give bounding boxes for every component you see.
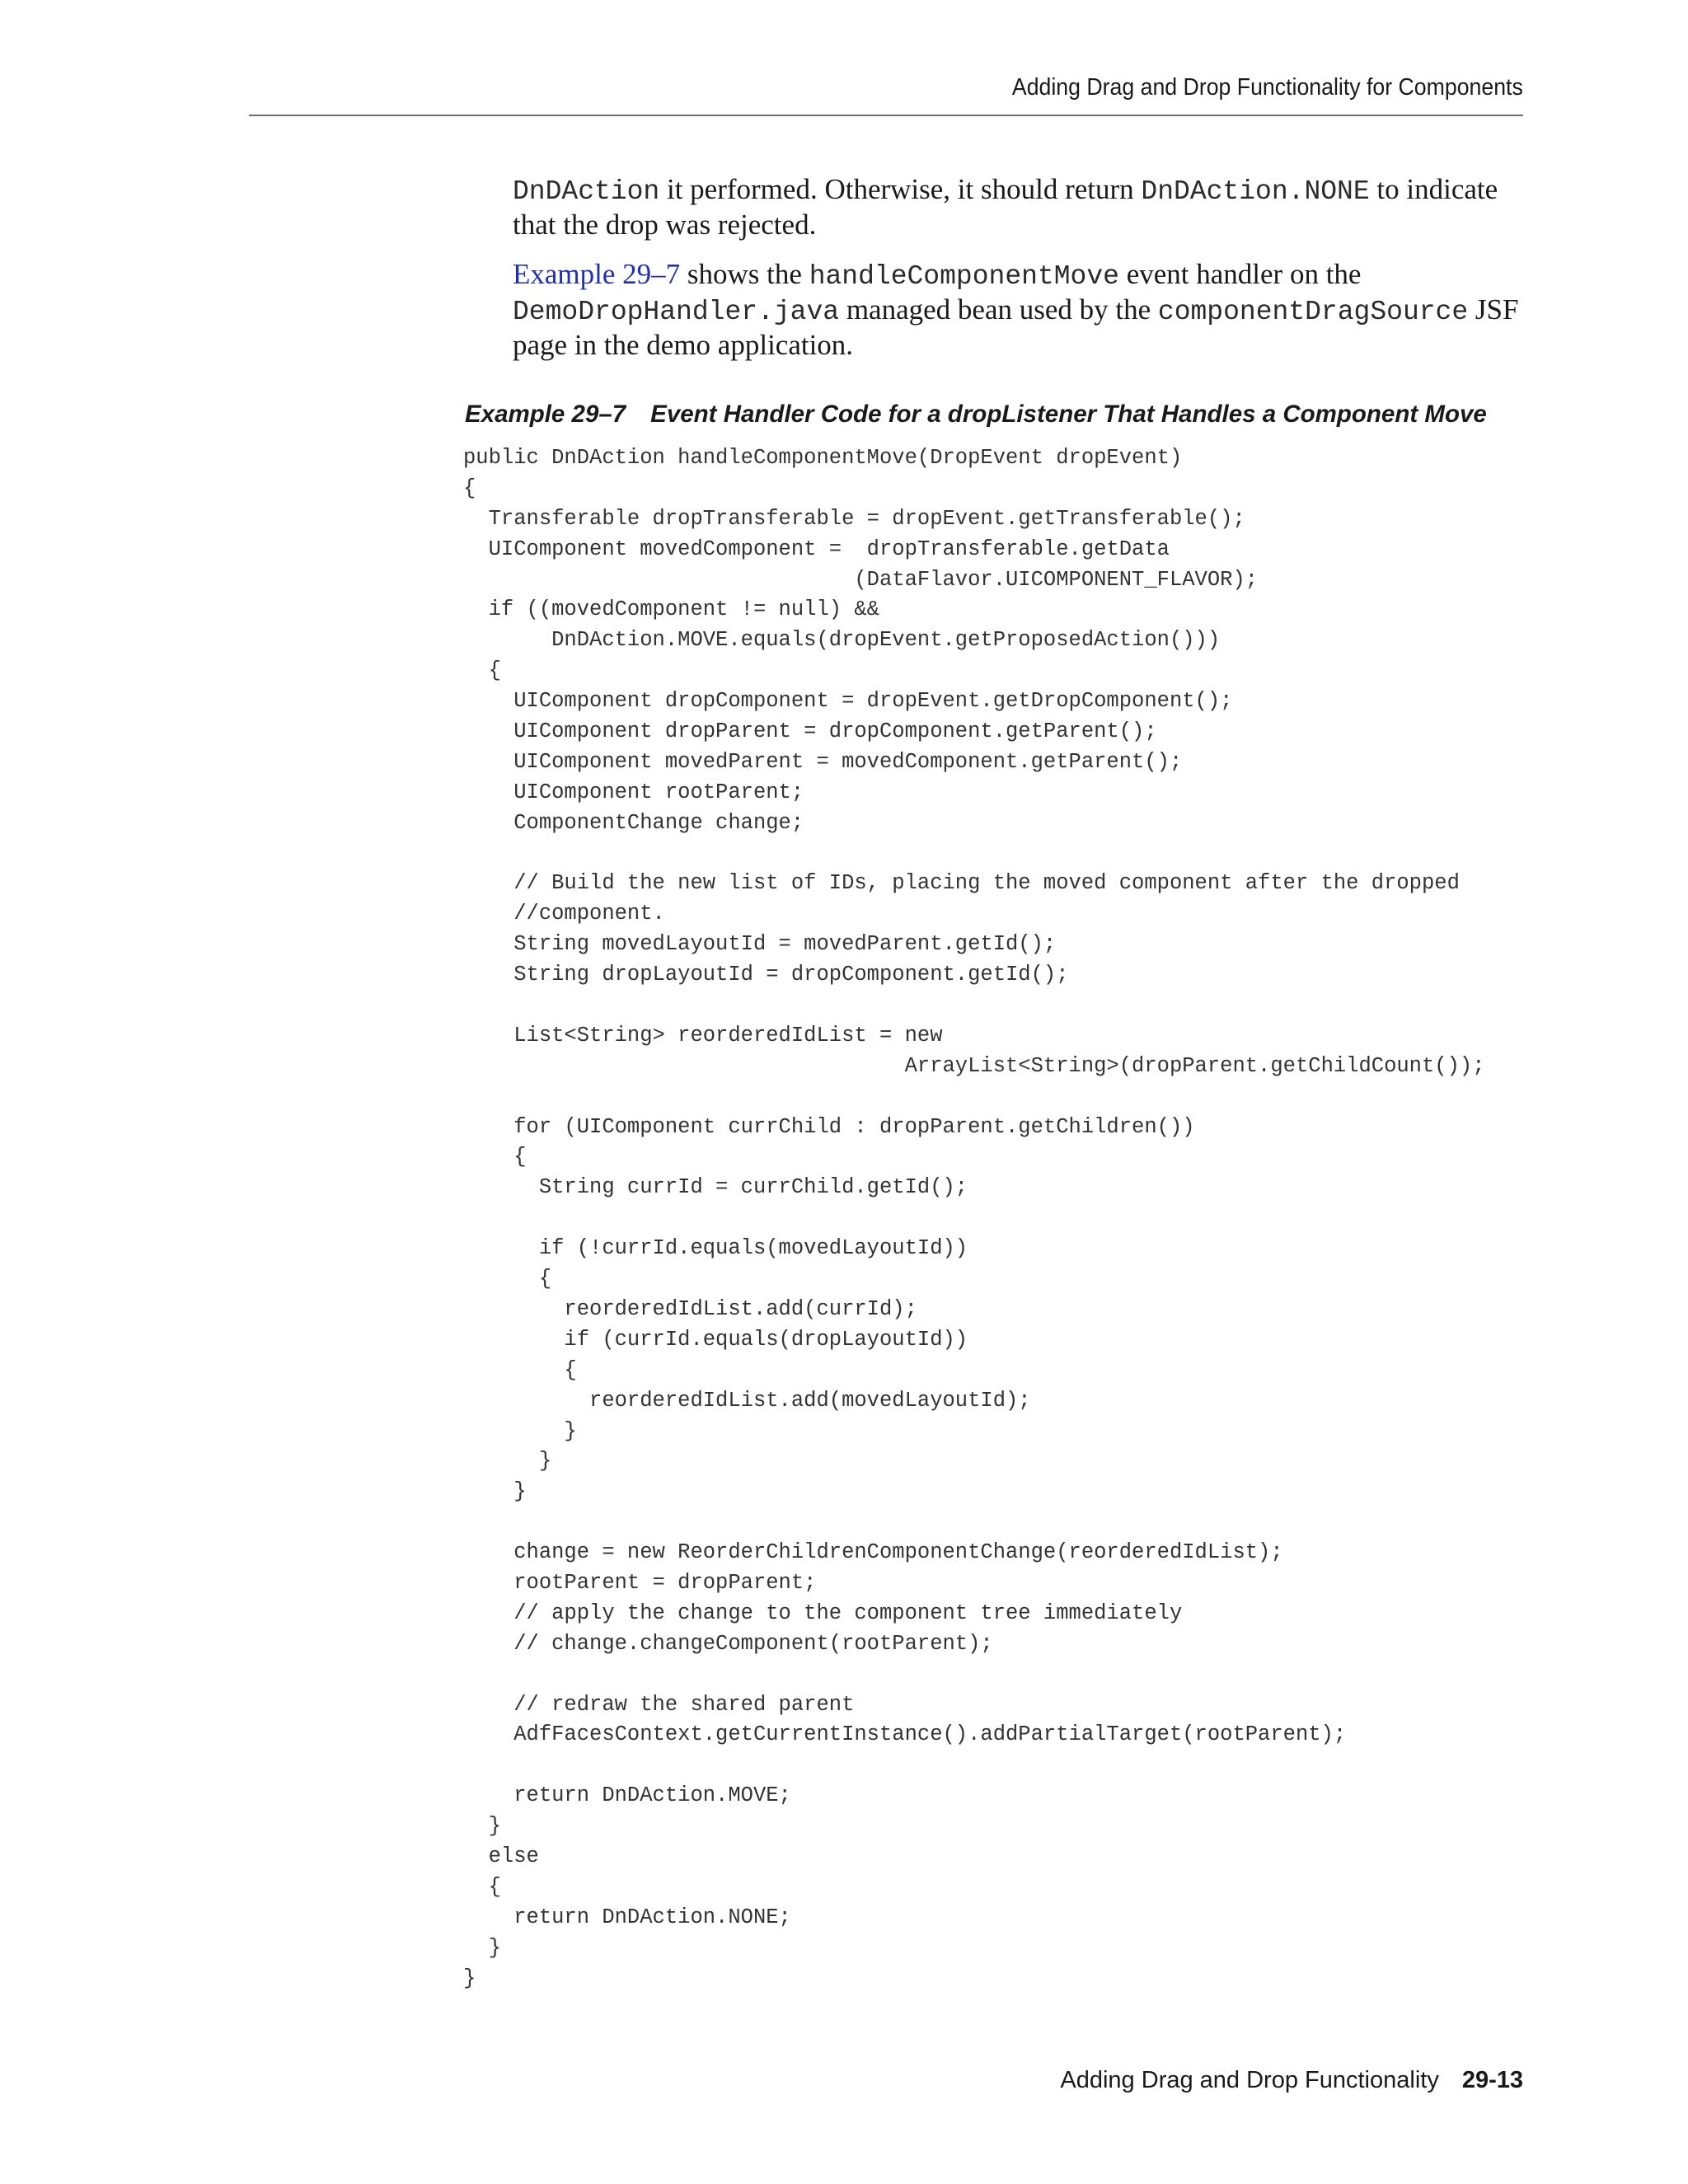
inline-code: componentDragSource xyxy=(1157,297,1469,327)
code-line: return DnDAction.MOVE; xyxy=(463,1783,791,1808)
code-line xyxy=(463,1660,1485,1690)
inline-code: handleComponentMove xyxy=(809,261,1119,292)
example-cross-reference-link[interactable]: Example 29–7 xyxy=(513,258,681,290)
code-line: { xyxy=(463,1145,527,1169)
running-footer xyxy=(1060,2067,1523,2094)
code-line: for (UIComponent currChild : dropParent.getChildren()) xyxy=(463,1114,1195,1139)
code-line: AdfFacesContext.getCurrentInstance().addPartialTarget(rootParent); xyxy=(463,1722,1347,1747)
running-header: Adding Drag and Drop Functionality for Components xyxy=(1012,74,1523,101)
code-line: // redraw the shared parent xyxy=(463,1692,855,1717)
code-line xyxy=(463,1082,1485,1113)
code-line: } xyxy=(463,1966,476,1990)
code-line: DnDAction.MOVE.equals(dropEvent.getProposedAction())) xyxy=(463,628,1221,653)
code-line: if (!currId.equals(movedLayoutId)) xyxy=(463,1236,968,1261)
code-line xyxy=(463,1203,1485,1234)
code-line: rootParent = dropParent; xyxy=(463,1570,817,1595)
code-line: } xyxy=(463,1479,527,1504)
page-number: 29-13 xyxy=(1461,2067,1523,2093)
code-line: change = new ReorderChildrenComponentChange(reorderedIdList); xyxy=(463,1540,1283,1565)
code-line: ComponentChange change; xyxy=(463,810,804,835)
code-line: // apply the change to the component tree immediately xyxy=(463,1601,1183,1625)
code-line: { xyxy=(463,658,501,683)
inline-code: DnDAction xyxy=(513,176,660,207)
code-line: String dropLayoutId = dropComponent.getId(); xyxy=(463,963,1069,987)
code-line: { xyxy=(463,1357,577,1382)
code-line: else xyxy=(463,1844,539,1868)
code-line: } xyxy=(463,1814,501,1839)
example-number: Example 29–7 xyxy=(465,401,626,428)
code-listing xyxy=(463,443,1485,1994)
code-line: return DnDAction.NONE; xyxy=(463,1905,791,1929)
code-line: UIComponent movedParent = movedComponent.getParent(); xyxy=(463,749,1183,774)
paragraph-text: to indicate that the drop was rejected. xyxy=(513,173,1498,241)
code-line: UIComponent dropParent = dropComponent.getParent(); xyxy=(463,719,1157,744)
header-divider xyxy=(249,115,1523,116)
code-line: } xyxy=(463,1449,552,1474)
paragraph-text: shows the xyxy=(680,258,809,290)
code-line: String movedLayoutId = movedParent.getId(); xyxy=(463,932,1057,957)
code-line xyxy=(463,839,1485,869)
code-line: List<String> reorderedIdList = new xyxy=(463,1023,943,1047)
code-line: ArrayList<String>(dropParent.getChildCount()); xyxy=(463,1053,1485,1078)
code-line xyxy=(463,1507,1485,1538)
code-line xyxy=(463,991,1485,1021)
code-line: UIComponent rootParent; xyxy=(463,780,804,804)
body-text xyxy=(513,173,1526,378)
code-line: UIComponent dropComponent = dropEvent.getDropComponent(); xyxy=(463,689,1233,714)
code-line: { xyxy=(463,1267,552,1291)
code-line: if ((movedComponent != null) && xyxy=(463,598,879,622)
paragraph-drop-result xyxy=(513,173,1526,241)
code-line: Transferable dropTransferable = dropEvent.getTransferable(); xyxy=(463,506,1245,531)
code-line: (DataFlavor.UICOMPONENT_FLAVOR); xyxy=(463,567,1259,592)
code-line: } xyxy=(463,1418,577,1443)
code-line: if (currId.equals(dropLayoutId)) xyxy=(463,1327,968,1352)
code-line xyxy=(463,1750,1485,1781)
code-line: reorderedIdList.add(currId); xyxy=(463,1296,917,1321)
paragraph-text: it performed. Otherwise, it should return xyxy=(659,173,1142,205)
inline-code: DnDAction.NONE xyxy=(1141,176,1370,207)
paragraph-text: managed bean used by the xyxy=(839,293,1158,326)
code-line: //component. xyxy=(463,902,665,926)
code-line: UIComponent movedComponent = dropTransferable.getData xyxy=(463,537,1170,561)
code-line: // change.changeComponent(rootParent); xyxy=(463,1631,993,1656)
paragraph-example-intro xyxy=(513,258,1526,362)
code-line: // Build the new list of IDs, placing the moved component after the dropped xyxy=(463,871,1460,896)
code-line: } xyxy=(463,1935,501,1960)
paragraph-text: JSF page in the demo application. xyxy=(513,293,1519,361)
code-line: public DnDAction handleComponentMove(DropEvent dropEvent) xyxy=(463,446,1183,470)
inline-code: DemoDropHandler.java xyxy=(513,297,840,327)
code-line: reorderedIdList.add(movedLayoutId); xyxy=(463,1388,1031,1413)
code-line: { xyxy=(463,476,476,500)
example-caption xyxy=(465,401,1487,429)
footer-section-title: Adding Drag and Drop Functionality xyxy=(1060,2067,1439,2093)
code-line: { xyxy=(463,1874,501,1899)
paragraph-text: event handler on the xyxy=(1118,258,1362,290)
example-title: Event Handler Code for a dropListener That Handles a Component Move xyxy=(650,401,1487,428)
code-line: String currId = currChild.getId(); xyxy=(463,1175,968,1200)
